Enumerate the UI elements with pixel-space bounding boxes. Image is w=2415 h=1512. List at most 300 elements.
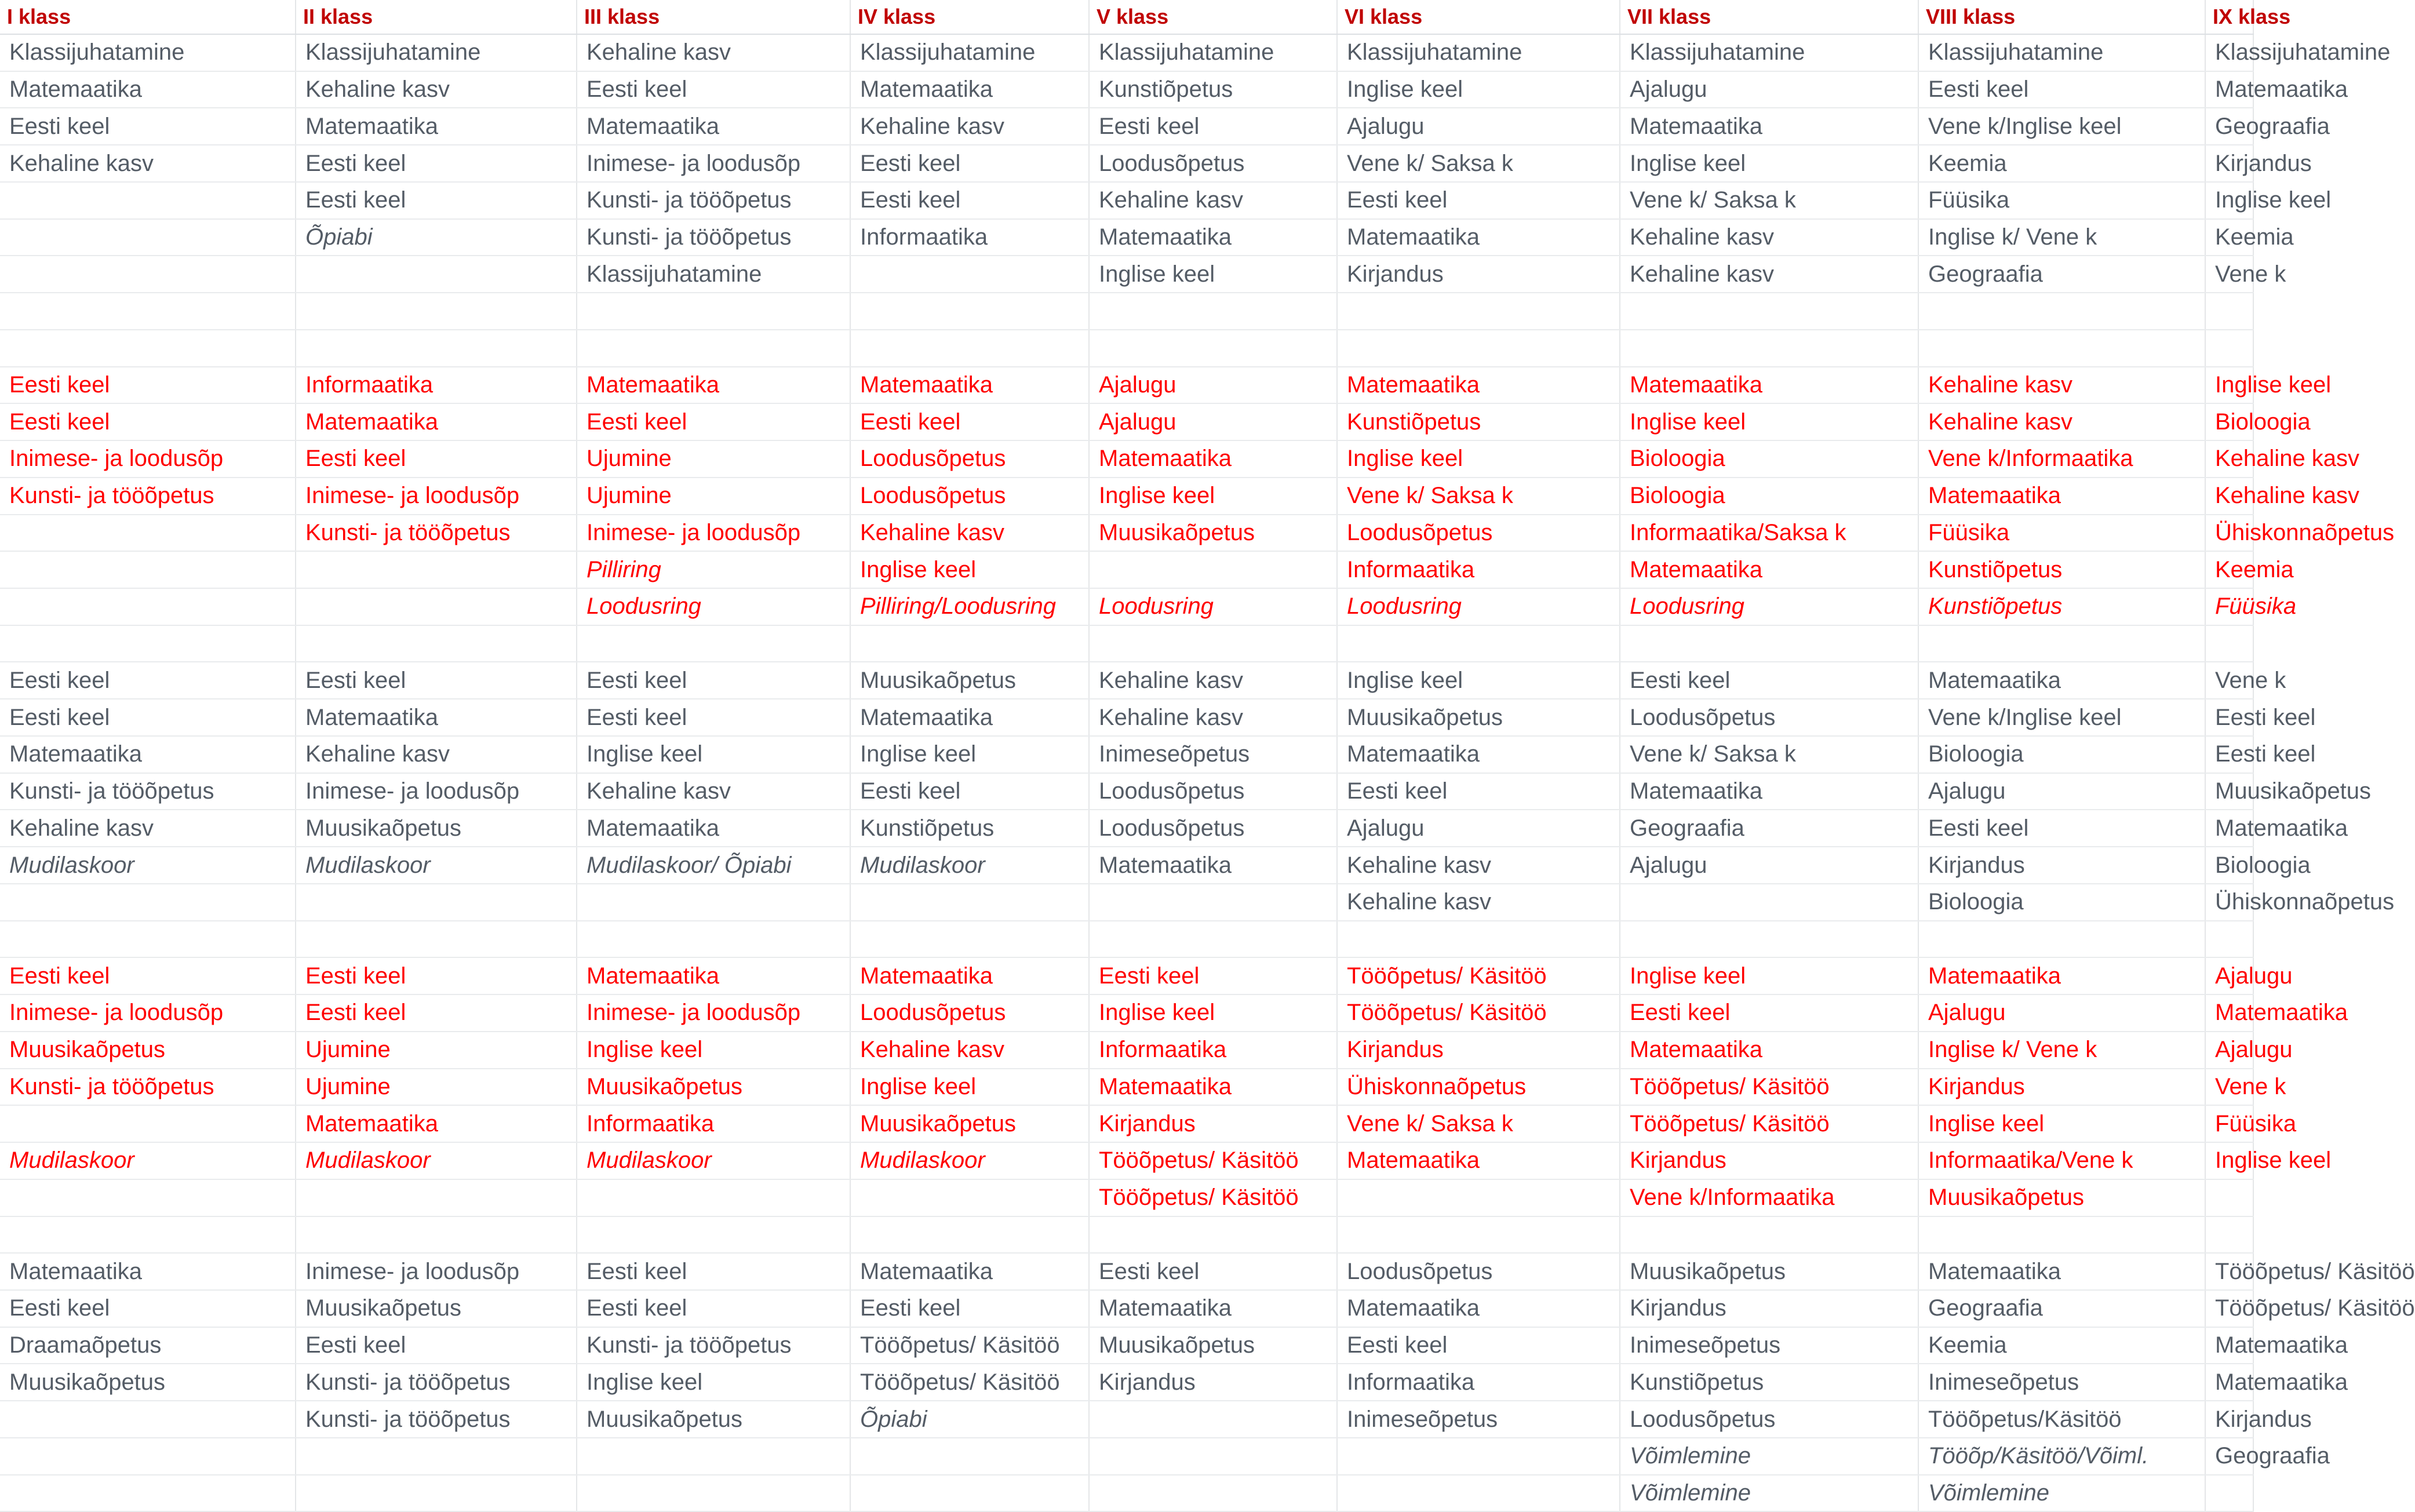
table-cell[interactable]: Eesti keel	[1089, 108, 1337, 145]
table-cell[interactable]	[2205, 293, 2253, 330]
table-cell[interactable]: Matemaatika	[577, 810, 850, 847]
table-cell[interactable]: Inglise keel	[577, 736, 850, 773]
table-cell[interactable]: Kirjandus	[1918, 1069, 2205, 1106]
table-cell[interactable]: Inglise keel	[1918, 1105, 2205, 1142]
table-cell[interactable]: Ajalugu	[1918, 773, 2205, 810]
table-cell[interactable]: Inglise keel	[577, 1032, 850, 1069]
table-cell[interactable]: Eesti keel	[2205, 699, 2253, 736]
table-cell[interactable]: Ühiskonnaõpetus	[2205, 884, 2253, 921]
table-cell[interactable]: Võimlemine	[1620, 1438, 1918, 1475]
table-cell[interactable]: Mudilaskoor	[850, 1142, 1089, 1179]
table-cell[interactable]: Geograafia	[1918, 1290, 2205, 1327]
table-cell[interactable]: Tööõpetus/ Käsitöö	[1337, 957, 1620, 994]
table-cell[interactable]: Võimlemine	[1620, 1475, 1918, 1512]
table-cell[interactable]: Matemaatika	[850, 699, 1089, 736]
table-cell[interactable]	[0, 551, 296, 588]
table-cell[interactable]: Ajalugu	[1918, 994, 2205, 1032]
table-cell[interactable]: Eesti keel	[296, 145, 577, 182]
table-cell[interactable]: Klassijuhatamine	[0, 34, 296, 71]
table-cell[interactable]	[577, 921, 850, 958]
table-cell[interactable]	[0, 256, 296, 293]
table-cell[interactable]: Eesti keel	[1620, 994, 1918, 1032]
table-cell[interactable]: Vene k/ Saksa k	[1620, 736, 1918, 773]
table-cell[interactable]: Eesti keel	[1620, 662, 1918, 699]
table-cell[interactable]	[1089, 293, 1337, 330]
table-cell[interactable]: Inimese- ja loodusõp	[0, 994, 296, 1032]
table-cell[interactable]: Eesti keel	[296, 1327, 577, 1364]
table-cell[interactable]	[850, 1438, 1089, 1475]
table-cell[interactable]: Kehaline kasv	[1337, 847, 1620, 884]
table-cell[interactable]	[296, 1475, 577, 1512]
table-cell[interactable]: Kehaline kasv	[1620, 256, 1918, 293]
table-cell[interactable]: Inglise keel	[850, 736, 1089, 773]
table-cell[interactable]: Ujumine	[296, 1069, 577, 1106]
table-cell[interactable]: Ujumine	[577, 440, 850, 478]
table-cell[interactable]: Eesti keel	[577, 1290, 850, 1327]
table-cell[interactable]: Inimeseõpetus	[1089, 736, 1337, 773]
table-cell[interactable]: Muusikaõpetus	[2205, 773, 2253, 810]
table-cell[interactable]: Tööõpetus/ Käsitöö	[1620, 1105, 1918, 1142]
table-cell[interactable]: Bioloogia	[1918, 884, 2205, 921]
table-cell[interactable]: Eesti keel	[577, 71, 850, 108]
table-cell[interactable]: Eesti keel	[850, 145, 1089, 182]
table-cell[interactable]: Ujumine	[296, 1032, 577, 1069]
table-cell[interactable]	[0, 1216, 296, 1254]
column-header[interactable]: V klass	[1089, 0, 1337, 34]
table-cell[interactable]: Eesti keel	[0, 662, 296, 699]
table-cell[interactable]: Matemaatika	[1620, 367, 1918, 404]
table-cell[interactable]: Muusikaõpetus	[1089, 1327, 1337, 1364]
table-cell[interactable]: Muusikaõpetus	[850, 662, 1089, 699]
table-cell[interactable]: Kehaline kasv	[2205, 440, 2253, 478]
table-cell[interactable]: Inglise keel	[1089, 994, 1337, 1032]
table-cell[interactable]: Klassijuhatamine	[2205, 34, 2253, 71]
table-cell[interactable]: Inimese- ja loodusõp	[577, 145, 850, 182]
table-cell[interactable]	[0, 1179, 296, 1216]
table-cell[interactable]: Kunstiõpetus	[1918, 551, 2205, 588]
table-cell[interactable]	[0, 884, 296, 921]
table-cell[interactable]	[1337, 1438, 1620, 1475]
table-cell[interactable]: Informaatika	[1337, 551, 1620, 588]
table-cell[interactable]: Inimese- ja loodusõp	[577, 994, 850, 1032]
table-cell[interactable]: Inglise k/ Vene k	[1918, 1032, 2205, 1069]
table-cell[interactable]: Muusikaõpetus	[850, 1105, 1089, 1142]
table-cell[interactable]: Mudilaskoor	[296, 847, 577, 884]
table-cell[interactable]	[1918, 330, 2205, 367]
table-cell[interactable]	[296, 921, 577, 958]
table-cell[interactable]	[1620, 293, 1918, 330]
table-cell[interactable]	[850, 330, 1089, 367]
table-cell[interactable]: Loodusring	[1089, 588, 1337, 625]
table-cell[interactable]: Kunstiõpetus	[1337, 403, 1620, 440]
table-cell[interactable]	[1089, 1401, 1337, 1438]
table-cell[interactable]: Eesti keel	[296, 994, 577, 1032]
table-cell[interactable]: Klassijuhatamine	[577, 256, 850, 293]
table-cell[interactable]: Inimeseõpetus	[1620, 1327, 1918, 1364]
table-cell[interactable]: Kirjandus	[1620, 1142, 1918, 1179]
table-cell[interactable]: Loodusring	[1620, 588, 1918, 625]
table-cell[interactable]: Informaatika	[1089, 1032, 1337, 1069]
table-cell[interactable]: Tööõpetus/ Käsitöö	[1089, 1142, 1337, 1179]
table-cell[interactable]: Eesti keel	[0, 699, 296, 736]
table-cell[interactable]	[296, 625, 577, 662]
table-cell[interactable]	[850, 1216, 1089, 1254]
table-cell[interactable]	[1620, 884, 1918, 921]
table-cell[interactable]: Õpiabi	[850, 1401, 1089, 1438]
table-cell[interactable]: Bioloogia	[2205, 403, 2253, 440]
table-cell[interactable]: Matemaatika	[1337, 219, 1620, 256]
table-cell[interactable]: Kehaline kasv	[296, 736, 577, 773]
table-cell[interactable]: Kehaline kasv	[850, 108, 1089, 145]
table-cell[interactable]: Eesti keel	[577, 699, 850, 736]
table-cell[interactable]	[1337, 625, 1620, 662]
table-cell[interactable]: Loodusring	[1337, 588, 1620, 625]
table-cell[interactable]: Muusikaõpetus	[1089, 515, 1337, 552]
table-cell[interactable]: Eesti keel	[1089, 1253, 1337, 1290]
column-header[interactable]: I klass	[0, 0, 296, 34]
table-cell[interactable]: Kunsti- ja tööõpetus	[296, 515, 577, 552]
table-cell[interactable]: Vene k/Informaatika	[1620, 1179, 1918, 1216]
table-cell[interactable]: Kunstiõpetus	[1620, 1364, 1918, 1401]
table-cell[interactable]: Inglise keel	[2205, 1142, 2253, 1179]
table-cell[interactable]	[296, 1438, 577, 1475]
table-cell[interactable]: Kehaline kasv	[1089, 699, 1337, 736]
table-cell[interactable]: Kehaline kasv	[1089, 662, 1337, 699]
table-cell[interactable]: Kehaline kasv	[2205, 478, 2253, 515]
table-cell[interactable]	[1918, 1216, 2205, 1254]
table-cell[interactable]	[1089, 1475, 1337, 1512]
table-cell[interactable]	[577, 625, 850, 662]
table-cell[interactable]: Ujumine	[577, 478, 850, 515]
column-header[interactable]: IV klass	[850, 0, 1089, 34]
column-header[interactable]: VI klass	[1337, 0, 1620, 34]
table-cell[interactable]	[2205, 1216, 2253, 1254]
table-cell[interactable]: Tööõpetus/ Käsitöö	[1089, 1179, 1337, 1216]
table-cell[interactable]: Matemaatika	[1337, 736, 1620, 773]
table-cell[interactable]: Inglise k/ Vene k	[1918, 219, 2205, 256]
table-cell[interactable]: Mudilaskoor	[850, 847, 1089, 884]
table-cell[interactable]: Inglise keel	[1620, 957, 1918, 994]
table-cell[interactable]: Inglise keel	[2205, 367, 2253, 404]
table-cell[interactable]: Loodusõpetus	[1620, 1401, 1918, 1438]
table-cell[interactable]: Matemaatika	[296, 108, 577, 145]
table-cell[interactable]: Eesti keel	[296, 662, 577, 699]
table-cell[interactable]: Informaatika	[1337, 1364, 1620, 1401]
table-cell[interactable]: Füüsika	[1918, 182, 2205, 219]
table-cell[interactable]: Kunsti- ja tööõpetus	[577, 219, 850, 256]
table-cell[interactable]: Informaatika	[577, 1105, 850, 1142]
table-cell[interactable]: Matemaatika	[850, 1253, 1089, 1290]
table-cell[interactable]: Geograafia	[2205, 1438, 2253, 1475]
table-cell[interactable]: Kunsti- ja tööõpetus	[0, 773, 296, 810]
table-cell[interactable]	[1089, 551, 1337, 588]
table-cell[interactable]: Eesti keel	[1337, 773, 1620, 810]
table-cell[interactable]	[0, 1438, 296, 1475]
table-cell[interactable]	[1918, 921, 2205, 958]
table-cell[interactable]: Matemaatika	[2205, 1327, 2253, 1364]
table-cell[interactable]: Eesti keel	[1089, 957, 1337, 994]
table-cell[interactable]	[850, 1475, 1089, 1512]
table-cell[interactable]: Matemaatika	[2205, 71, 2253, 108]
table-cell[interactable]: Eesti keel	[1337, 182, 1620, 219]
table-cell[interactable]	[850, 884, 1089, 921]
table-cell[interactable]: Vene k	[2205, 1069, 2253, 1106]
table-cell[interactable]	[1337, 1216, 1620, 1254]
table-cell[interactable]	[0, 1105, 296, 1142]
table-cell[interactable]: Keemia	[2205, 551, 2253, 588]
table-cell[interactable]: Kirjandus	[1337, 1032, 1620, 1069]
table-cell[interactable]: Inimeseõpetus	[1918, 1364, 2205, 1401]
table-cell[interactable]	[296, 1216, 577, 1254]
table-cell[interactable]: Inglise keel	[1089, 256, 1337, 293]
table-cell[interactable]	[1918, 293, 2205, 330]
table-cell[interactable]: Vene k/ Saksa k	[1337, 145, 1620, 182]
table-cell[interactable]: Inimese- ja loodusõp	[296, 1253, 577, 1290]
table-cell[interactable]: Bioloogia	[1620, 440, 1918, 478]
table-cell[interactable]: Eesti keel	[0, 403, 296, 440]
table-cell[interactable]: Klassijuhatamine	[296, 34, 577, 71]
table-cell[interactable]	[0, 921, 296, 958]
table-cell[interactable]: Loodusõpetus	[1620, 699, 1918, 736]
table-cell[interactable]: Võimlemine	[1918, 1475, 2205, 1512]
table-cell[interactable]: Muusikaõpetus	[296, 1290, 577, 1327]
table-cell[interactable]	[0, 515, 296, 552]
table-cell[interactable]: Füüsika	[2205, 1105, 2253, 1142]
table-cell[interactable]: Loodusõpetus	[1089, 810, 1337, 847]
table-cell[interactable]	[1620, 625, 1918, 662]
table-cell[interactable]: Bioloogia	[1918, 736, 2205, 773]
table-cell[interactable]: Ajalugu	[1089, 403, 1337, 440]
table-cell[interactable]: Eesti keel	[1337, 1327, 1620, 1364]
table-cell[interactable]: Kunstiõpetus	[1918, 588, 2205, 625]
table-cell[interactable]: Tööõpetus/ Käsitöö	[1337, 994, 1620, 1032]
table-cell[interactable]: Eesti keel	[296, 440, 577, 478]
table-cell[interactable]	[0, 1401, 296, 1438]
table-cell[interactable]: Draamaõpetus	[0, 1327, 296, 1364]
table-cell[interactable]: Kirjandus	[2205, 145, 2253, 182]
table-cell[interactable]: Inglise keel	[1620, 145, 1918, 182]
table-cell[interactable]: Loodusõpetus	[1337, 1253, 1620, 1290]
table-cell[interactable]: Vene k/Inglise keel	[1918, 108, 2205, 145]
table-cell[interactable]: Kehaline kasv	[1918, 403, 2205, 440]
table-cell[interactable]: Kehaline kasv	[577, 773, 850, 810]
table-cell[interactable]: Klassijuhatamine	[1337, 34, 1620, 71]
table-cell[interactable]: Loodusring	[577, 588, 850, 625]
table-cell[interactable]: Kehaline kasv	[850, 1032, 1089, 1069]
table-cell[interactable]	[577, 1216, 850, 1254]
table-cell[interactable]: Eesti keel	[296, 957, 577, 994]
table-cell[interactable]: Loodusõpetus	[850, 994, 1089, 1032]
table-cell[interactable]: Matemaatika	[1620, 551, 1918, 588]
table-cell[interactable]: Eesti keel	[577, 662, 850, 699]
table-cell[interactable]: Õpiabi	[296, 219, 577, 256]
table-cell[interactable]: Tööõpetus/ Käsitöö	[850, 1327, 1089, 1364]
table-cell[interactable]: Matemaatika	[0, 1253, 296, 1290]
table-cell[interactable]: Muusikaõpetus	[1337, 699, 1620, 736]
table-cell[interactable]: Kehaline kasv	[577, 34, 850, 71]
table-cell[interactable]	[850, 921, 1089, 958]
table-cell[interactable]: Pilliring/Loodusring	[850, 588, 1089, 625]
table-cell[interactable]	[0, 293, 296, 330]
table-cell[interactable]: Eesti keel	[850, 1290, 1089, 1327]
table-cell[interactable]: Eesti keel	[577, 403, 850, 440]
table-cell[interactable]: Matemaatika	[1089, 847, 1337, 884]
table-cell[interactable]: Eesti keel	[1918, 810, 2205, 847]
table-cell[interactable]: Muusikaõpetus	[0, 1364, 296, 1401]
table-cell[interactable]: Ajalugu	[1337, 810, 1620, 847]
table-cell[interactable]: Matemaatika	[1089, 1069, 1337, 1106]
table-cell[interactable]	[0, 588, 296, 625]
table-cell[interactable]: Geograafia	[1620, 810, 1918, 847]
table-cell[interactable]: Kehaline kasv	[296, 71, 577, 108]
table-cell[interactable]: Tööõpetus/ Käsitöö	[2205, 1253, 2253, 1290]
table-cell[interactable]	[296, 551, 577, 588]
table-cell[interactable]: Inglise keel	[1337, 440, 1620, 478]
table-cell[interactable]: Matemaatika	[1620, 108, 1918, 145]
table-cell[interactable]: Keemia	[2205, 219, 2253, 256]
table-cell[interactable]	[577, 884, 850, 921]
table-cell[interactable]	[1918, 625, 2205, 662]
table-cell[interactable]: Matemaatika	[850, 367, 1089, 404]
table-cell[interactable]	[577, 1475, 850, 1512]
table-cell[interactable]: Ajalugu	[2205, 957, 2253, 994]
table-cell[interactable]: Inglise keel	[1089, 478, 1337, 515]
table-cell[interactable]: Ajalugu	[2205, 1032, 2253, 1069]
table-cell[interactable]: Bioloogia	[2205, 847, 2253, 884]
table-cell[interactable]: Matemaatika	[850, 71, 1089, 108]
table-cell[interactable]	[1337, 1179, 1620, 1216]
table-cell[interactable]: Ajalugu	[1089, 367, 1337, 404]
table-cell[interactable]: Loodusõpetus	[850, 478, 1089, 515]
table-cell[interactable]: Kunsti- ja tööõpetus	[0, 478, 296, 515]
table-cell[interactable]: Kehaline kasv	[0, 145, 296, 182]
table-cell[interactable]: Ajalugu	[1337, 108, 1620, 145]
table-cell[interactable]: Kunsti- ja tööõpetus	[0, 1069, 296, 1106]
table-cell[interactable]	[577, 1179, 850, 1216]
table-cell[interactable]: Kunsti- ja tööõpetus	[296, 1401, 577, 1438]
table-cell[interactable]: Matemaatika	[1337, 1142, 1620, 1179]
table-cell[interactable]: Matemaatika	[1089, 1290, 1337, 1327]
table-cell[interactable]: Eesti keel	[577, 1253, 850, 1290]
table-cell[interactable]: Loodusõpetus	[1089, 773, 1337, 810]
table-cell[interactable]	[2205, 1179, 2253, 1216]
table-cell[interactable]	[1337, 921, 1620, 958]
table-cell[interactable]	[0, 330, 296, 367]
table-cell[interactable]: Matemaatika	[2205, 1364, 2253, 1401]
table-cell[interactable]: Matemaatika	[1918, 1253, 2205, 1290]
table-cell[interactable]: Vene k/ Saksa k	[1620, 182, 1918, 219]
table-cell[interactable]	[1089, 625, 1337, 662]
table-cell[interactable]: Tööõpetus/ Käsitöö	[1620, 1069, 1918, 1106]
table-cell[interactable]: Matemaatika	[1089, 219, 1337, 256]
table-cell[interactable]	[1089, 921, 1337, 958]
table-cell[interactable]: Tööõpetus/ Käsitöö	[850, 1364, 1089, 1401]
table-cell[interactable]: Eesti keel	[0, 367, 296, 404]
table-cell[interactable]	[1620, 1216, 1918, 1254]
table-cell[interactable]: Matemaatika	[0, 736, 296, 773]
table-cell[interactable]: Kunstiõpetus	[850, 810, 1089, 847]
table-cell[interactable]: Mudilaskoor	[577, 1142, 850, 1179]
table-cell[interactable]: Kirjandus	[2205, 1401, 2253, 1438]
table-cell[interactable]: Matemaatika	[850, 957, 1089, 994]
table-cell[interactable]: Mudilaskoor	[296, 1142, 577, 1179]
table-cell[interactable]: Matemaatika	[1620, 1032, 1918, 1069]
table-cell[interactable]	[296, 256, 577, 293]
table-cell[interactable]	[1620, 330, 1918, 367]
table-cell[interactable]: Pilliring	[577, 551, 850, 588]
table-cell[interactable]	[1089, 1438, 1337, 1475]
table-cell[interactable]: Vene k/Informaatika	[1918, 440, 2205, 478]
table-cell[interactable]: Matemaatika	[296, 699, 577, 736]
table-cell[interactable]: Kehaline kasv	[0, 810, 296, 847]
table-cell[interactable]	[850, 625, 1089, 662]
table-cell[interactable]: Inimese- ja loodusõp	[296, 773, 577, 810]
table-cell[interactable]: Informaatika	[296, 367, 577, 404]
table-cell[interactable]: Kirjandus	[1337, 256, 1620, 293]
table-cell[interactable]: Kehaline kasv	[850, 515, 1089, 552]
table-cell[interactable]	[1089, 330, 1337, 367]
table-cell[interactable]: Loodusõpetus	[1089, 145, 1337, 182]
table-cell[interactable]: Matemaatika	[1918, 957, 2205, 994]
table-cell[interactable]: Kehaline kasv	[1918, 367, 2205, 404]
table-cell[interactable]: Eesti keel	[0, 108, 296, 145]
table-cell[interactable]: Mudilaskoor/ Õpiabi	[577, 847, 850, 884]
table-cell[interactable]: Tööõp/Käsitöö/Võiml.	[1918, 1438, 2205, 1475]
table-cell[interactable]: Muusikaõpetus	[577, 1069, 850, 1106]
table-cell[interactable]: Geograafia	[2205, 108, 2253, 145]
table-cell[interactable]	[2205, 921, 2253, 958]
table-cell[interactable]: Vene k	[2205, 662, 2253, 699]
table-cell[interactable]: Kunstiõpetus	[1089, 71, 1337, 108]
table-cell[interactable]: Muusikaõpetus	[577, 1401, 850, 1438]
table-cell[interactable]: Eesti keel	[2205, 736, 2253, 773]
table-cell[interactable]: Inglise keel	[850, 1069, 1089, 1106]
table-cell[interactable]	[577, 330, 850, 367]
table-cell[interactable]: Kehaline kasv	[1620, 219, 1918, 256]
table-cell[interactable]: Matemaatika	[0, 71, 296, 108]
table-cell[interactable]: Kirjandus	[1918, 847, 2205, 884]
table-cell[interactable]: Muusikaõpetus	[1918, 1179, 2205, 1216]
table-cell[interactable]	[0, 1475, 296, 1512]
table-cell[interactable]: Vene k/ Saksa k	[1337, 478, 1620, 515]
table-cell[interactable]: Klassijuhatamine	[1918, 34, 2205, 71]
table-cell[interactable]: Kunsti- ja tööõpetus	[577, 182, 850, 219]
table-cell[interactable]	[0, 219, 296, 256]
table-cell[interactable]: Tööõpetus/ Käsitöö	[2205, 1290, 2253, 1327]
column-header[interactable]: III klass	[577, 0, 850, 34]
column-header[interactable]: IX klass	[2205, 0, 2253, 34]
table-cell[interactable]: Kunsti- ja tööõpetus	[577, 1327, 850, 1364]
table-cell[interactable]	[296, 293, 577, 330]
column-header[interactable]: II klass	[296, 0, 577, 34]
table-cell[interactable]: Matemaatika	[296, 1105, 577, 1142]
table-cell[interactable]: Inimese- ja loodusõp	[0, 440, 296, 478]
table-cell[interactable]: Loodusõpetus	[850, 440, 1089, 478]
table-cell[interactable]	[1620, 921, 1918, 958]
table-cell[interactable]: Loodusõpetus	[1337, 515, 1620, 552]
table-cell[interactable]	[296, 884, 577, 921]
column-header[interactable]: VII klass	[1620, 0, 1918, 34]
table-cell[interactable]: Informaatika/Vene k	[1918, 1142, 2205, 1179]
table-cell[interactable]: Matemaatika	[577, 108, 850, 145]
table-cell[interactable]	[1337, 293, 1620, 330]
table-cell[interactable]: Muusikaõpetus	[0, 1032, 296, 1069]
table-cell[interactable]: Mudilaskoor	[0, 847, 296, 884]
table-cell[interactable]: Matemaatika	[577, 367, 850, 404]
table-cell[interactable]: Inglise keel	[1337, 71, 1620, 108]
table-cell[interactable]: Ühiskonnaõpetus	[1337, 1069, 1620, 1106]
table-cell[interactable]	[850, 1179, 1089, 1216]
